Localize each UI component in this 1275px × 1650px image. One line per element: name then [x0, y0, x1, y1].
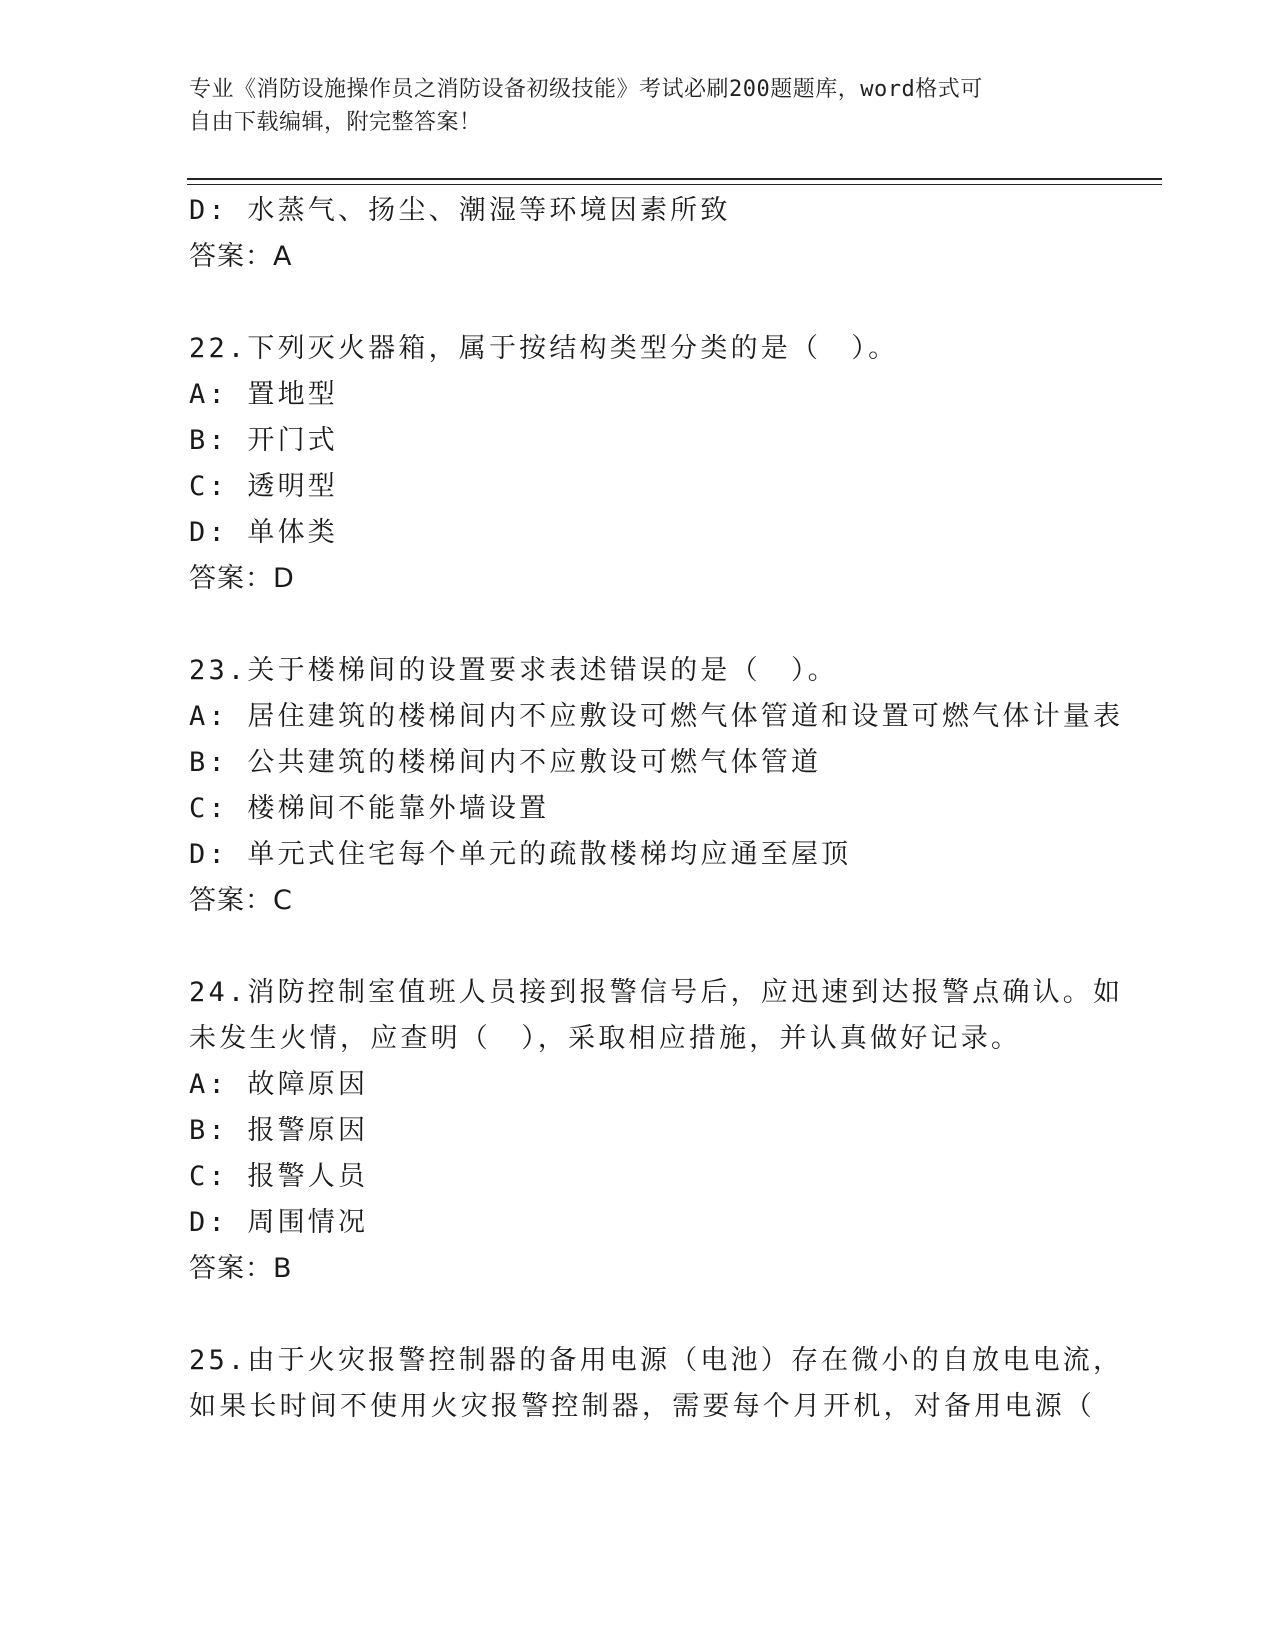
header-divider-thin: [187, 184, 1162, 185]
header-line-1: 专业《消防设施操作员之消防设备初级技能》考试必刷200题题库，word格式可: [189, 77, 983, 102]
q24-option-a: A: 故障原因: [189, 1069, 369, 1100]
q22-option-d: D: 单体类: [189, 517, 338, 548]
q23-option-d: D: 单元式住宅每个单元的疏散楼梯均应通至屋顶: [189, 839, 852, 870]
q22-stem: 22.下列灭火器箱，属于按结构类型分类的是（ ）。: [189, 333, 899, 364]
spacer: [189, 1292, 1089, 1338]
spacer: [189, 924, 1089, 970]
header-divider-thick: [187, 178, 1162, 180]
q21-answer: 答案：A: [189, 241, 293, 272]
q23-option-a: A: 居住建筑的楼梯间内不应敷设可燃气体管道和设置可燃气体计量表: [189, 701, 1124, 732]
q23-answer: 答案：C: [189, 885, 293, 916]
q23-option-c: C: 楼梯间不能靠外墙设置: [189, 793, 550, 824]
q22-option-c: C: 透明型: [189, 471, 338, 502]
q24-stem-line-2: 未发生火情，应查明（ ），采取相应措施，并认真做好记录。: [189, 1023, 1022, 1054]
q22-option-b: B: 开门式: [189, 425, 338, 456]
document-header: [189, 73, 1089, 139]
q24-option-b: B: 报警原因: [189, 1115, 369, 1146]
q24-option-c: C: 报警人员: [189, 1161, 369, 1192]
q23-stem: 23.关于楼梯间的设置要求表述错误的是（ ）。: [189, 655, 838, 686]
spacer: [189, 602, 1089, 648]
q25-stem-line-1: 25.由于火灾报警控制器的备用电源（电池）存在微小的自放电电流，: [189, 1345, 1124, 1376]
q21-option-d: D: 水蒸气、扬尘、潮湿等环境因素所致: [189, 195, 731, 226]
q24-stem-line-1: 24.消防控制室值班人员接到报警信号后，应迅速到达报警点确认。如: [189, 977, 1124, 1008]
q25-stem-line-2: 如果长时间不使用火灾报警控制器，需要每个月开机，对备用电源（: [189, 1391, 1095, 1422]
q22-answer: 答案：D: [189, 563, 295, 594]
q24-option-d: D: 周围情况: [189, 1207, 369, 1238]
question-list: [189, 188, 1124, 1430]
header-line-2: 自由下载编辑，附完整答案！: [189, 110, 482, 135]
q22-option-a: A: 置地型: [189, 379, 338, 410]
q23-option-b: B: 公共建筑的楼梯间内不应敷设可燃气体管道: [189, 747, 822, 778]
q24-answer: 答案：B: [189, 1253, 293, 1284]
spacer: [189, 280, 1089, 326]
